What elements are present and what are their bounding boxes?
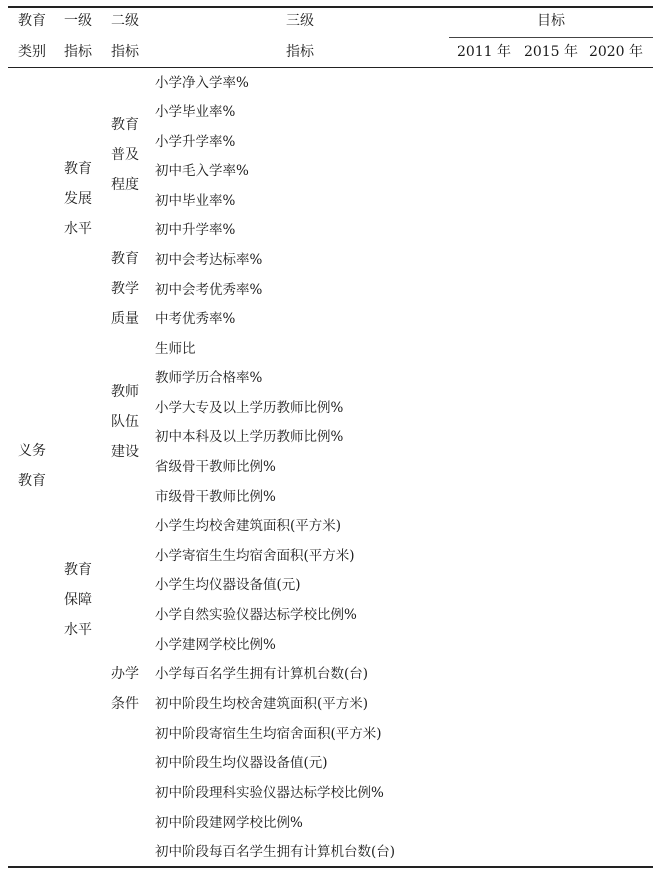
level2-line: 质量 — [111, 311, 139, 327]
indicator-item: 中考优秀率% — [155, 311, 236, 327]
indicator-item: 市级骨干教师比例% — [155, 489, 276, 505]
level1-line: 保障 — [64, 592, 92, 608]
level2-line: 教育 — [111, 251, 139, 267]
indicator-item: 初中阶段寄宿生生均宿舍面积(平方米) — [155, 726, 382, 742]
header-target: 目标 — [537, 13, 565, 29]
header-col3-line2: 指标 — [111, 44, 139, 60]
indicator-item: 小学大专及以上学历教师比例% — [155, 400, 344, 416]
level2-popularization — [111, 110, 139, 200]
header-year-2015: 2015 年 — [523, 44, 579, 60]
indicator-item: 小学每百名学生拥有计算机台数(台) — [155, 666, 369, 682]
header-col4-line1: 三级 — [286, 13, 314, 29]
category-label — [18, 436, 46, 496]
level2-line: 普及 — [111, 147, 139, 163]
indicator-item: 初中毛入学率% — [155, 163, 249, 179]
indicator-item: 初中阶段生均仪器设备值(元) — [155, 755, 328, 771]
indicator-item: 初中阶段生均校舍建筑面积(平方米) — [155, 696, 369, 712]
indicator-item: 小学建网学校比例% — [155, 637, 276, 653]
header-col1-line2: 类别 — [18, 44, 46, 60]
header-col3-line1: 二级 — [111, 13, 139, 29]
table-bottom-rule — [8, 866, 653, 868]
category-line: 教育 — [18, 473, 46, 489]
indicator-item: 初中升学率% — [155, 222, 236, 238]
level1-line: 教育 — [64, 562, 92, 578]
level2-line: 建设 — [111, 444, 139, 460]
level2-line: 队伍 — [111, 414, 139, 430]
indicator-item: 小学自然实验仪器达标学校比例% — [155, 607, 357, 623]
level2-school-conditions — [111, 659, 139, 719]
indicator-item: 小学寄宿生生均宿舍面积(平方米) — [155, 548, 355, 564]
level2-line: 教师 — [111, 384, 139, 400]
level1-line: 发展 — [64, 191, 92, 207]
level2-line: 教育 — [111, 117, 139, 133]
category-line: 义务 — [18, 443, 46, 459]
indicator-item: 初中会考达标率% — [155, 252, 263, 268]
indicator-item: 初中阶段建网学校比例% — [155, 815, 303, 831]
target-subheader-rule — [449, 37, 653, 38]
indicator-item: 初中本科及以上学历教师比例% — [155, 429, 344, 445]
indicator-item: 初中阶段每百名学生拥有计算机台数(台) — [155, 844, 396, 860]
level2-line: 办学 — [111, 666, 139, 682]
indicator-item: 生师比 — [155, 341, 196, 357]
header-year-2011: 2011 年 — [456, 44, 512, 60]
level2-teaching-quality — [111, 244, 139, 334]
header-col4-line2: 指标 — [286, 44, 314, 60]
indicator-item: 初中阶段理科实验仪器达标学校比例% — [155, 785, 384, 801]
indicator-item: 小学生均仪器设备值(元) — [155, 577, 301, 593]
indicator-item: 教师学历合格率% — [155, 370, 263, 386]
header-bottom-rule — [8, 67, 653, 68]
level1-education-development — [64, 154, 92, 244]
indicator-item: 小学毕业率% — [155, 104, 236, 120]
header-col1-line1: 教育 — [18, 13, 46, 29]
indicator-item: 初中毕业率% — [155, 193, 236, 209]
level1-line: 教育 — [64, 161, 92, 177]
level2-line: 程度 — [111, 177, 139, 193]
level2-line: 条件 — [111, 696, 139, 712]
level1-line: 水平 — [64, 221, 92, 237]
level1-education-guarantee — [64, 555, 92, 645]
header-year-2020: 2020 年 — [588, 44, 644, 60]
indicator-item: 小学净入学率% — [155, 75, 249, 91]
level1-line: 水平 — [64, 622, 92, 638]
table-top-rule — [8, 6, 653, 8]
indicator-item: 小学升学率% — [155, 134, 236, 150]
header-col2-line1: 一级 — [64, 13, 92, 29]
level2-teacher-team — [111, 377, 139, 467]
header-col2-line2: 指标 — [64, 44, 92, 60]
indicator-item: 初中会考优秀率% — [155, 282, 263, 298]
indicator-item: 省级骨干教师比例% — [155, 459, 276, 475]
indicator-item: 小学生均校舍建筑面积(平方米) — [155, 518, 342, 534]
level2-line: 教学 — [111, 281, 139, 297]
